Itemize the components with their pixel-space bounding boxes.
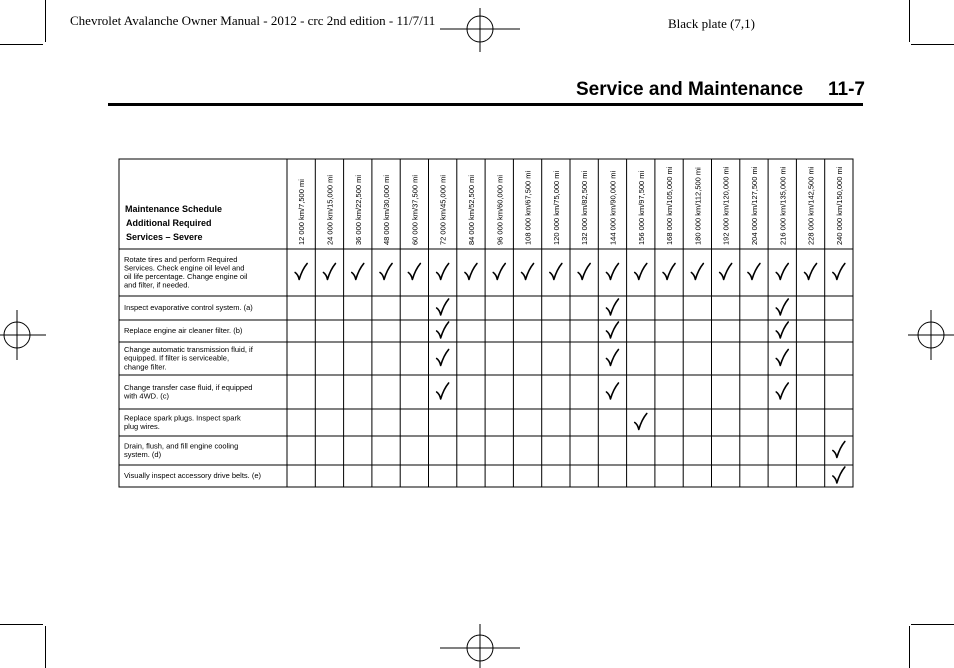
checkmark-icon [635, 264, 647, 280]
service-description: Change transfer case fluid, if equipped [124, 382, 253, 392]
interval-label: 144 000 km/90,000 mi [608, 170, 618, 245]
checkmark-icon [833, 467, 845, 483]
checkmark-icon [578, 264, 590, 280]
checkmark-icon [550, 264, 562, 280]
service-description: change filter. [124, 362, 167, 372]
interval-label: 24 000 km/15,000 mi [325, 174, 335, 245]
checkmark-icon [776, 322, 788, 338]
interval-label: 12 000 km/7,500 mi [297, 179, 307, 245]
interval-label: 228 000 km/142,500 mi [806, 166, 816, 245]
checkmark-icon [352, 264, 364, 280]
checkmark-icon [606, 264, 618, 280]
schedule-heading-line: Services – Severe [126, 232, 203, 242]
service-description: Replace spark plugs. Inspect spark [124, 413, 241, 423]
checkmark-icon [635, 414, 647, 430]
interval-label: 192 000 km/120,000 mi [721, 166, 731, 245]
plate-label: Black plate (7,1) [668, 16, 755, 31]
interval-label: 120 000 km/75,000 mi [551, 170, 561, 245]
service-description: Services. Check engine oil level and [124, 263, 245, 273]
schedule-heading-line: Additional Required [126, 218, 212, 228]
section-title: Service and Maintenance [576, 79, 804, 100]
checkmark-icon [493, 264, 505, 280]
manual-header: Chevrolet Avalanche Owner Manual - 2012 - crc 2nd edition - 11/7/11 [70, 13, 436, 28]
service-description: Drain, flush, and fill engine cooling [124, 441, 239, 451]
service-description: Rotate tires and perform Required [124, 254, 238, 264]
checkmark-icon [833, 442, 845, 458]
service-description: Visually inspect accessory drive belts. (e) [124, 471, 261, 481]
service-description: system. (d) [124, 450, 162, 459]
checkmark-icon [606, 350, 618, 366]
interval-label: 72 000 km/45,000 mi [438, 174, 448, 245]
checkmark-icon [437, 322, 449, 338]
checkmark-icon [522, 264, 534, 280]
checkmark-icon [748, 264, 760, 280]
service-description: Change automatic transmission fluid, if [124, 345, 253, 355]
interval-label: 204 000 km/127,500 mi [749, 166, 759, 245]
checkmark-icon [465, 264, 477, 280]
checkmark-icon [776, 299, 788, 315]
interval-label: 60 000 km/37,500 mi [410, 174, 420, 245]
service-description: oil life percentage. Change engine oil [124, 272, 248, 281]
interval-label: 48 000 km/30,000 mi [382, 174, 392, 245]
checkmark-icon [606, 299, 618, 315]
checkmark-icon [805, 264, 817, 280]
checkmark-icon [833, 264, 845, 280]
checkmark-icon [323, 264, 335, 280]
checkmark-icon [437, 264, 449, 280]
checkmark-icon [776, 350, 788, 366]
service-description: and filter, if needed. [124, 280, 190, 290]
checkmark-icon [606, 383, 618, 399]
checkmark-icon [380, 264, 392, 280]
checkmark-icon [606, 322, 618, 338]
checkmark-icon [776, 264, 788, 280]
checkmark-icon [663, 264, 675, 280]
checkmark-icon [437, 383, 449, 399]
service-description: Replace engine air cleaner filter. (b) [124, 326, 243, 336]
checkmark-icon [691, 264, 703, 280]
service-description: equipped. If filter is serviceable, [124, 353, 230, 363]
interval-label: 132 000 km/82,500 mi [580, 170, 590, 245]
interval-label: 108 000 km/67,500 mi [523, 170, 533, 245]
checkmark-icon [437, 299, 449, 315]
checkmark-icon [408, 264, 420, 280]
checkmark-icon [776, 383, 788, 399]
interval-label: 84 000 km/52,500 mi [466, 174, 476, 245]
checkmark-icon [720, 264, 732, 280]
checkmark-icon [437, 350, 449, 366]
interval-label: 96 000 km/60,000 mi [495, 174, 505, 245]
page-number: 11-7 [828, 79, 865, 100]
interval-label: 240 000 km/150,000 mi [834, 166, 844, 245]
interval-label: 168 000 km/105,000 mi [665, 166, 675, 245]
table-border [119, 159, 853, 487]
service-description: plug wires. [124, 422, 160, 431]
service-description: Inspect evaporative control system. (a) [124, 303, 253, 313]
schedule-heading-line: Maintenance Schedule [125, 204, 223, 214]
interval-label: 36 000 km/22,500 mi [353, 174, 363, 245]
interval-label: 216 000 km/135,000 mi [778, 166, 788, 245]
interval-label: 180 000 km/112,500 mi [693, 167, 703, 245]
checkmark-icon [295, 264, 307, 280]
interval-label: 156 000 km/97,500 mi [636, 170, 646, 245]
service-description: with 4WD. (c) [124, 391, 169, 401]
